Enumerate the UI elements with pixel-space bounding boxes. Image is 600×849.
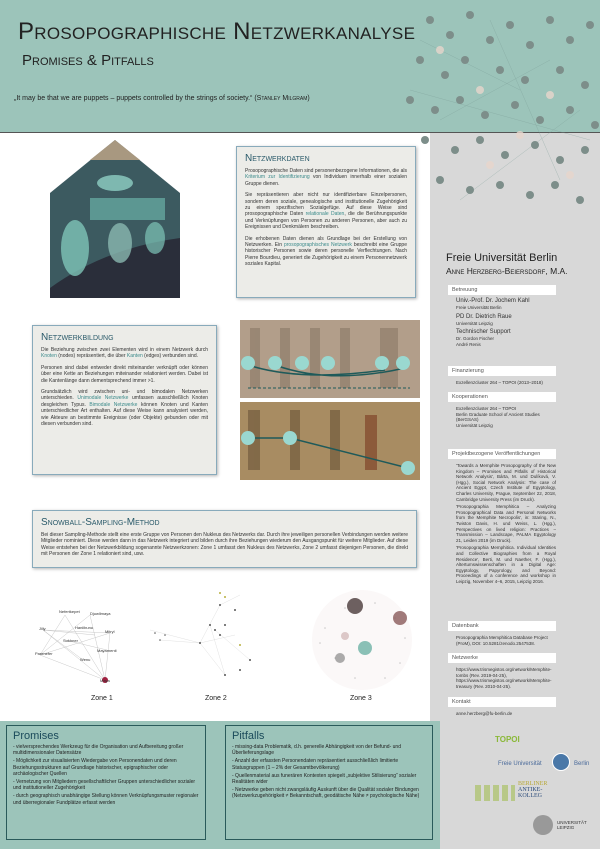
relief-network-icon — [240, 320, 420, 480]
relief-images — [240, 320, 420, 500]
datenbank-text: Prosopographia Memphitica Database Project (ProM), DOI: 10.5281/zenodo.2547538. — [456, 635, 548, 646]
kontakt-email[interactable]: anne.herzberg@fu-berlin.de — [456, 711, 513, 716]
zone3-network-graph — [305, 588, 420, 693]
tech-support-1: Dr. Gordon Fischer — [456, 336, 495, 342]
promise-item: - Vernetzung von Mitgliedern gesellschaftlicher Gruppen unterschiedlicher sozialer und institutioneller Zugehörigkeit — [13, 779, 196, 792]
svg-text:Nefertkepet: Nefertkepet — [59, 609, 80, 614]
snowball-title: Snowball-Sampling-Method — [41, 517, 160, 528]
network-link-2[interactable]: https://www.trismegistos.org/network/Memphite-treasury (Rev. 2010-04-25). — [456, 678, 552, 689]
poster-subtitle: Promises & Pitfalls — [22, 52, 154, 69]
stele-image — [45, 138, 185, 303]
publication-1: 'Towards a Memphite Prosopography of the New Kingdom – Promises and Pitfalls of Historical Network Analysis', Bárta, M. und Dulíková, V. (Hgg.), Social Network Analysis: The case of Ancient Egypt, Czech Institute of Egyptology, Charles University, Prague, September 22, 2018, Cambridge University Press (im Druck). — [456, 463, 556, 502]
kooperationen-list — [456, 406, 556, 428]
network-graphic-icon — [400, 0, 600, 230]
bak-line-1: BERLINER — [518, 781, 548, 787]
network-decoration — [400, 0, 600, 230]
svg-text:Haniibunu: Haniibunu — [75, 625, 94, 630]
betreuung-list — [456, 298, 556, 347]
leipzig-line-1: UNIVERSITÄT — [557, 820, 587, 825]
logos-area — [440, 721, 600, 849]
netzwerkdaten-p2: Sie repräsentieren aber nicht nur identifizierbare Einzelpersonen, sondern deren soziale, genealogische und institutionelle Zugehörigkeit zu einem spezifischen Sozialgefüge. Auf diese Weise sind prosopographische Daten relationale Daten, die die Berührungspunkte und Verknüpfungen von Personen zu anderen Personen, aber auch zu Ereignissen und Denkmälern beschreiben. — [245, 192, 407, 231]
bak-line-2: ANTIKE- — [518, 787, 543, 793]
snowball-text: Bei dieser Sampling-Methode stellt eine erste Gruppe von Personen den Nukleus des Netzwerks dar. Durch ihre jeweiligen personellen Verbindungen werden weitere Mitglieder nominiert. Diese werden dann in das Netzwerk integriert und bilden durch ihre Beziehungen wiederum den Ausgangspunkt für weitere Mitglieder. Auf diese Weise entstehen bei der Netzwerkbildung sogenannte Netzwerkzonen: Zone 1 umfasst den Nukleus des Netzwerks, Zone 2 umfasst diejenigen Personen, die direkt mit Personen der Zone 1 relationiert sind, usw. — [41, 532, 408, 558]
supervisor-1: Univ.-Prof. Dr. Jochem Kahl — [456, 298, 530, 304]
netzwerkbildung-box — [32, 325, 217, 475]
leipzig-logo — [557, 820, 587, 830]
pitfalls-box — [225, 725, 433, 840]
kontakt-heading: Kontakt — [448, 697, 556, 707]
pitfall-item: - Quellenmaterial aus funerären Kontexten spiegelt „subjektive Stilisierung“ sozialer Realitäten wider — [232, 772, 417, 786]
bak-logo — [518, 781, 547, 799]
quote-text: „It may be that we are puppets – puppets controlled by the strings of society.“ — [14, 95, 253, 102]
koop-3: Universität Leipzig — [456, 422, 493, 428]
supervisor-2-affiliation: Universität Leipzig — [456, 320, 493, 326]
netzwerkbildung-p3: Grundsätzlich wird zwischen uni- und bimodalen Netzwerken unterschieden. Unimodale Netzwerke umfassen ausschließlich Knoten desgleichen Typus. Bimodale Netzwerke können Knoten und Kanten unterschiedlicher Art enthalten. Auf diese Weise kann analysiert werden, wie Akteure an bestimmte Ereignisse (oder Objekte) gebunden oder mit diesen verbunden sind. — [41, 389, 208, 428]
university-name: Freie Universität Berlin — [446, 252, 558, 264]
bak-wordcloud-icon — [475, 785, 515, 801]
svg-text:Djuwllmaya: Djuwllmaya — [90, 611, 111, 616]
leipzig-seal-icon — [533, 815, 553, 835]
netzwerkdaten-title: Netzwerkdaten — [245, 153, 310, 164]
publication-2: 'Prosopographia Memphitica – Analyzing Prosopographical Data and Personal Networks from the Memphite Necropolis', in: Staring, N., Twiston Davis, H. und Weiss, L. (Hgg.), Perspectives on lived religion: Practices – Transmission – Landscape, PALMA Egyptology 21, Leiden 2019 (im Druck). — [456, 504, 556, 543]
pitfalls-title: Pitfalls — [232, 730, 265, 742]
snowball-box — [32, 510, 417, 568]
topoi-logo: TOPOI — [495, 735, 520, 744]
promises-box — [6, 725, 206, 840]
bottom-panel — [0, 721, 440, 849]
zone1-network-graph — [35, 605, 125, 685]
fu-seal-icon — [552, 753, 570, 771]
datenbank-heading: Datenbank — [448, 621, 556, 631]
publications-list — [456, 463, 556, 584]
leipzig-line-2: LEIPZIG — [557, 825, 575, 830]
supervisor-2: PD Dr. Dietrich Raue — [456, 313, 512, 320]
svg-text:Sukhner: Sukhner — [63, 638, 78, 643]
netzwerkdaten-p1: Prosopographische Daten sind personenbezogene Informationen, die als Kriterium zur Identifizierung von Individuen innerhalb einer sozialen Gruppe dienen. — [245, 168, 407, 187]
koop-1: Exzellenzcluster 264 – TOPOI — [456, 406, 517, 411]
pitfall-item: - missing-data Problematik, d.h. generelle Abhängigkeit von der Befund- und Überlieferungslage — [232, 744, 401, 757]
koop-2: Berlin Graduate School of Ancient Studies (BerGSAS) — [456, 411, 540, 423]
zone1-label: Zone 1 — [91, 695, 113, 702]
pitfall-item: - Netzwerke geben nicht zwangsläufig Auskunft über die Qualität sozialer Bindungen (Netzwerkzugehörigkeit ≠ Bekanntschaft, geodätische Nähe ≠ psychologische Nähe) — [232, 787, 420, 800]
promises-title: Promises — [13, 730, 59, 742]
promise-item: - Möglichkeit zur visualisierten Wiedergabe von Personendaten und deren Beziehungsstrukturen auf Grundlage historischer, epigraphischer oder archäologischer Quellen — [13, 758, 177, 777]
betreuung-heading: Betreuung — [448, 285, 556, 295]
quote — [14, 95, 310, 102]
publication-3: 'Prosopographia Memphitica. Individual Identities and Collective Biographies from a Royal Residence', Berti, M. und Naether, F. (Hgg.), Altertumswissenschaften in a Digital Age: Egyptology, Papyrology, and Beyond: Proceedings of a conference and workshop in Leipzig, November 4–6, 2015, Leipzig 2016. — [456, 545, 556, 584]
finanzierung-text: Exzellenzcluster 264 – TOPOI (2013–2018) — [456, 380, 543, 385]
fu-logo-right: Berlin — [574, 761, 590, 767]
stele-icon — [45, 138, 185, 303]
supervisor-1-affiliation: Freie Universität Berlin — [456, 305, 502, 310]
network-link-1[interactable]: https://www.trismegistos.org/network/Memphite-tombs (Rev. 2019-04-25), — [456, 667, 552, 678]
svg-text:Jilly: Jilly — [39, 626, 46, 631]
netzwerkdaten-box — [236, 146, 416, 298]
promise-item: - durch geographisch unabhängige Stellung können Verknüpfungsmuster regionaler und überregionaler Fundplätze erfasst werden — [13, 793, 199, 806]
svg-text:Mitryl: Mitryl — [105, 629, 115, 634]
finanzierung-heading: Finanzierung — [448, 366, 556, 376]
svg-text:Mayamenti: Mayamenti — [97, 648, 117, 653]
fu-logo-left: Freie Universität — [498, 761, 542, 767]
author-name: Anne Herzberg-Beiersdorf, M.A. — [446, 266, 568, 276]
publications-heading: Projektbezogene Veröffentlichungen — [448, 449, 556, 459]
poster-title: Prosopographische Netzwerkanalyse — [18, 18, 416, 45]
netzwerkbildung-p2: Personen sind dabei entweder direkt miteinander verknüpft oder können über eine Kette an Beziehungen miteinander relationiert werden. Dabei ist die Kantenlänge dann dementsprechend immer >1. — [41, 364, 208, 384]
netzwerke-heading: Netzwerke — [448, 653, 556, 663]
tech-support: Technischer Support — [456, 329, 511, 336]
zone3-label: Zone 3 — [350, 695, 372, 702]
svg-text:Parenefer: Parenefer — [35, 651, 53, 656]
bak-line-3: KOLLEG — [518, 793, 542, 799]
kooperationen-heading: Kooperationen — [448, 392, 556, 402]
pitfall-item: - Anzahl der erfassten Personendaten repräsentiert ausschließlich limitierte Statusgruppen (1 – 2% der Gesamtbevölkerung) — [232, 758, 399, 771]
netzwerkbildung-title: Netzwerkbildung — [41, 332, 114, 343]
netzwerkdaten-p3: Die erhobenen Daten dienen als Grundlage bei der Erstellung von Netzwerken. Ein prosopographisches Netzwerk beschreibt eine Gruppe historischer Personen sowie deren personelle Verflechtungen. Nach Pierre Bourdieu, generiert die Zugehörigkeit zu einem Personennetzwerk soziales Kapital. — [245, 235, 407, 268]
netzwerke-links — [456, 667, 556, 689]
tech-support-2: André Renis — [456, 341, 481, 347]
zone2-label: Zone 2 — [205, 695, 227, 702]
netzwerkbildung-p1: Die Beziehung zwischen zwei Elementen wird in einem Netzwerk durch Knoten (nodes) repräsentiert, die über Kanten (edges) verbunden sind. — [41, 347, 208, 360]
zone2-network-graph — [140, 585, 260, 690]
svg-text:Maya: Maya — [100, 678, 110, 683]
quote-author: (Stanley Milgram) — [254, 95, 310, 102]
svg-text:Wenu: Wenu — [80, 657, 91, 662]
promise-item: - vielversprechendes Werkzeug für die Organisation und Aufbereitung großer multidimensionaler Datensätze — [13, 744, 184, 757]
